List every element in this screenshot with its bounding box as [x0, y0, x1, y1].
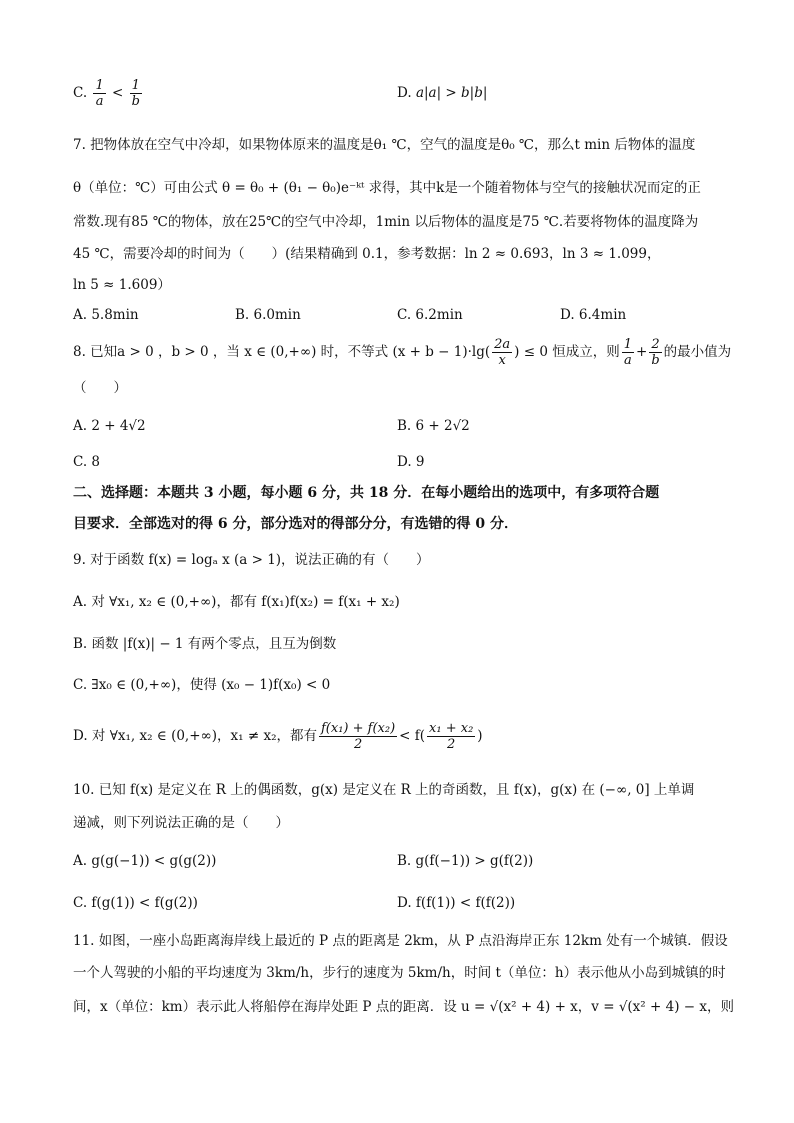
q7-line-4: 45 ℃，需要冷却的时间为（ ）(结果精确到 0.1，参考数据：ln 2 ≈ 0.693，ln 3 ≈ 1.099， — [73, 246, 661, 262]
q9-option-a: A. 对 ∀x₁, x₂ ∈ (0,+∞)，都有 f(x₁)f(x₂) = f(x₁ + x₂) — [73, 594, 400, 610]
q8-text-a: 8. 已知a > 0 ，b > 0 ，当 x ∈ (0,+∞) 时，不等式 (x + b − 1)·lg( — [73, 344, 491, 360]
q6-option-c — [73, 78, 144, 109]
q10-line-2: 递减，则下列说法正确的是（ ） — [73, 815, 289, 831]
q6-option-d — [397, 83, 487, 103]
less-than-sign: < — [112, 85, 124, 101]
fraction-1-over-a: $\frac{1}{a}$ — [623, 337, 632, 368]
q8-option-a: A. 2 + 4√2 — [73, 418, 146, 434]
q9-d-text: D. 对 ∀x₁, x₂ ∈ (0,+∞)，x₁ ≠ x₂，都有 — [73, 728, 317, 744]
plus-sign: + — [636, 344, 648, 360]
q8-line-1 — [73, 334, 731, 370]
q10-option-b: B. g(f(−1)) > g(f(2)) — [397, 853, 534, 869]
q7-option-c: C. 6.2min — [397, 307, 463, 323]
q9-option-c: C. ∃x₀ ∈ (0,+∞)，使得 (x₀ − 1)f(x₀) < 0 — [73, 677, 331, 693]
q7-line-1: 7. 把物体放在空气中冷却，如果物体原来的温度是θ₁ ℃，空气的温度是θ₀ ℃，那么t min 后物体的温度 — [73, 137, 696, 153]
q8-option-d: D. 9 — [397, 454, 425, 470]
option-label: D. — [397, 85, 412, 101]
q7-line-2: θ（单位：℃）可由公式 θ = θ₀ + (θ₁ − θ₀)e⁻ᵏᵗ 求得，其中k是一个随着物体与空气的接触状况而定的正 — [73, 180, 701, 196]
q9-d-end: ) — [477, 728, 483, 744]
fraction-1-over-b: $\frac{1}{b}$ — [131, 78, 140, 109]
q8-option-b: B. 6 + 2√2 — [397, 418, 470, 434]
q10-line-1: 10. 已知 f(x) 是定义在 R 上的偶函数，g(x) 是定义在 R 上的奇函数，且 f(x)，g(x) 在 (−∞, 0] 上单调 — [73, 782, 695, 798]
q8-line-2: （ ） — [73, 380, 127, 396]
section-2-heading-line-1: 二、选择题：本题共 3 小题，每小题 6 分，共 18 分．在每小题给出的选项中，有多项符合题 — [73, 485, 660, 501]
fraction-average-f: $\frac{\text{f(x₁) + f(x₂)}}{2}$ — [321, 721, 396, 752]
q10-option-c: C. f(g(1)) < f(g(2)) — [73, 895, 198, 911]
q7-option-d: D. 6.4min — [560, 307, 627, 323]
q7-line-5: ln 5 ≈ 1.609） — [73, 277, 171, 293]
fraction-1-over-a: $\frac{1}{a}$ — [95, 78, 104, 109]
q7-option-b: B. 6.0min — [235, 307, 301, 323]
q7-line-3: 常数.现有85 ℃的物体，放在25℃的空气中冷却，1min 以后物体的温度是75 ℃.若要将物体的温度降为 — [73, 214, 699, 230]
q11-line-3: 间，x（单位：km）表示此人将船停在海岸处距 P 点的距离．设 u = √(x² + 4) + x，v = √(x² + 4) − x，则 — [73, 999, 734, 1015]
q9-option-d — [73, 718, 483, 754]
fraction-average-x: $\frac{\text{x₁ + x₂}}{2}$ — [429, 721, 474, 752]
fraction-2-over-b: $\frac{2}{b}$ — [651, 337, 660, 368]
q7-option-a: A. 5.8min — [73, 307, 139, 323]
q9-stem: 9. 对于函数 f(x) = logₐ x (a > 1)，说法正确的有（ ） — [73, 552, 430, 568]
q8-text-c: 的最小值为 — [663, 344, 732, 360]
q10-option-d: D. f(f(1)) < f(f(2)) — [397, 895, 516, 911]
q10-option-a: A. g(g(−1)) < g(g(2)) — [73, 853, 217, 869]
section-2-heading-line-2: 目要求．全部选对的得 6 分，部分选对的得部分分，有选错的得 0 分． — [73, 516, 518, 532]
q8-text-b: ) ≤ 0 恒成立，则 — [514, 344, 620, 360]
q8-option-c: C. 8 — [73, 454, 101, 470]
q9-option-b: B. 函数 |f(x)| − 1 有两个零点，且互为倒数 — [73, 636, 337, 652]
fraction-2a-over-x: $\frac{2a}{x}$ — [494, 337, 511, 368]
q11-line-1: 11. 如图，一座小岛距离海岸线上最近的 P 点的距离是 2km，从 P 点沿海岸正东 12km 处有一个城镇．假设 — [73, 933, 728, 949]
q9-d-mid: < f( — [399, 728, 426, 744]
option-label: C. — [73, 85, 88, 101]
q11-line-2: 一个人驾驶的小船的平均速度为 3km/h，步行的速度为 5km/h，时间 t（单位：h）表示他从小岛到城镇的时 — [73, 965, 726, 981]
option-expression: a|a| > b|b| — [415, 85, 488, 101]
